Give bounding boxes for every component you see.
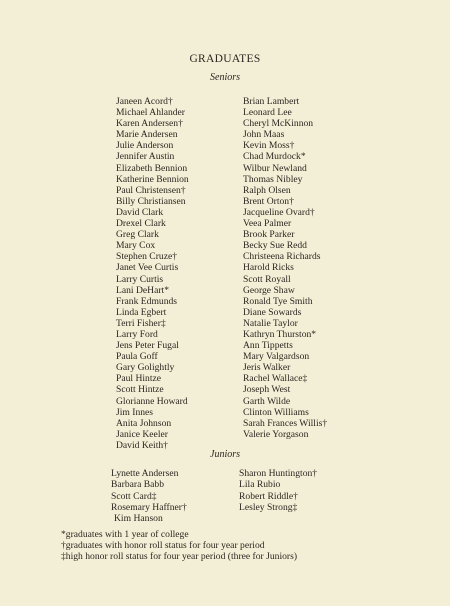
senior-name: Frank Edmunds [116,295,178,307]
senior-name: Drexel Clark [116,218,166,230]
footnote: †graduates with honor roll status for four year period [61,539,265,551]
senior-name: Mary Cox [116,240,156,252]
senior-name: Garth Wilde [243,395,291,407]
senior-name: Marie Andersen [116,129,178,141]
senior-name: Anita Johnson [116,417,172,429]
junior-name: Lila Rubio [239,479,281,491]
senior-name: Brian Lambert [243,96,300,107]
senior-name: Ronald Tye Smith [243,295,313,307]
senior-name: Thomas Nibley [243,173,303,185]
senior-name: Katherine Bennion [116,173,189,185]
senior-name: Paul Christensen† [116,184,186,196]
senior-name: Wilbur Newland [243,162,307,174]
senior-name: Jeris Walker [243,362,291,374]
senior-name: Elizabeth Bennion [116,162,188,174]
senior-name: Larry Curtis [116,273,164,285]
senior-name: Janeen Acord† [116,96,173,107]
senior-name: Janet Vee Curtis [116,262,179,274]
senior-name: Larry Ford [116,328,158,340]
senior-name: Michael Ahlander [116,107,185,119]
senior-name: Brook Parker [243,229,295,241]
senior-name: Karen Andersen† [116,118,183,130]
senior-name: Valerie Yorgason [243,428,309,440]
footnotes [61,530,297,562]
senior-name: Kevin Moss† [243,140,295,152]
juniors-left-list [111,468,187,524]
senior-name: Sarah Frances Willis† [243,417,328,429]
junior-name: Barbara Babb [111,479,165,491]
junior-name: Kim Hanson [114,513,163,525]
footnote: ‡high honor roll status for four year period (three for Juniors) [61,550,298,562]
senior-name: Leonard Lee [243,107,292,119]
senior-name: Jacqueline Ovard† [243,206,315,218]
senior-name: Clinton Williams [243,406,309,418]
juniors-heading: Juniors [210,449,240,460]
senior-name: Scott Hintze [116,384,164,396]
senior-name: David Clark [116,206,164,218]
senior-name: John Maas [243,129,285,141]
senior-name: Linda Egbert [116,306,167,318]
footnote: *graduates with 1 year of college [61,529,189,540]
senior-name: Brent Orton† [243,195,294,207]
senior-name: Rachel Wallace‡ [243,373,308,385]
senior-name: Billy Christiansen [116,195,186,207]
senior-name: Janice Keeler [116,428,168,440]
senior-name: Scott Royall [243,273,291,285]
senior-name: Ann Tippetts [243,340,293,352]
senior-name: Greg Clark [116,229,159,241]
senior-name: Ralph Olsen [243,184,291,196]
senior-name: Jennifer Austin [116,151,175,163]
senior-name: Mary Valgardson [243,351,310,363]
senior-name: David Keith† [116,439,168,451]
page-title: GRADUATES [189,53,261,65]
senior-name: Glorianne Howard [116,395,188,407]
senior-name: Lani DeHart* [116,284,170,296]
senior-name: Stephen Cruze† [116,251,178,263]
senior-name: Jim Innes [116,406,154,418]
senior-name: Kathryn Thurston* [243,328,317,340]
seniors-heading: Seniors [210,72,240,83]
seniors-left-list [116,96,189,451]
seniors-right-list [243,96,327,440]
senior-name: Terri Fisher‡ [116,317,166,329]
senior-name: Joseph West [243,384,291,396]
senior-name: George Shaw [243,284,295,296]
junior-name: Robert Riddle† [239,490,298,502]
senior-name: Jens Peter Fugal [116,340,179,352]
junior-name: Scott Card‡ [111,490,157,502]
junior-name: Rosemary Haffner† [111,501,187,513]
senior-name: Julie Anderson [116,140,174,152]
senior-name: Christeena Richards [243,251,321,263]
senior-name: Gary Golightly [116,362,175,374]
senior-name: Cheryl McKinnon [243,118,314,130]
junior-name: Sharon Huntington† [239,468,318,479]
senior-name: Paul Hintze [116,373,162,385]
juniors-right-list [239,468,317,513]
senior-name: Harold Ricks [243,262,294,274]
junior-name: Lynette Andersen [111,468,179,479]
senior-name: Veea Palmer [243,218,292,230]
senior-name: Chad Murdock* [243,151,306,163]
senior-name: Diane Sowards [243,306,302,318]
senior-name: Paula Goff [116,351,158,363]
senior-name: Natalie Taylor [243,317,298,329]
junior-name: Lesley Strong‡ [239,501,298,513]
senior-name: Becky Sue Redd [243,240,307,252]
